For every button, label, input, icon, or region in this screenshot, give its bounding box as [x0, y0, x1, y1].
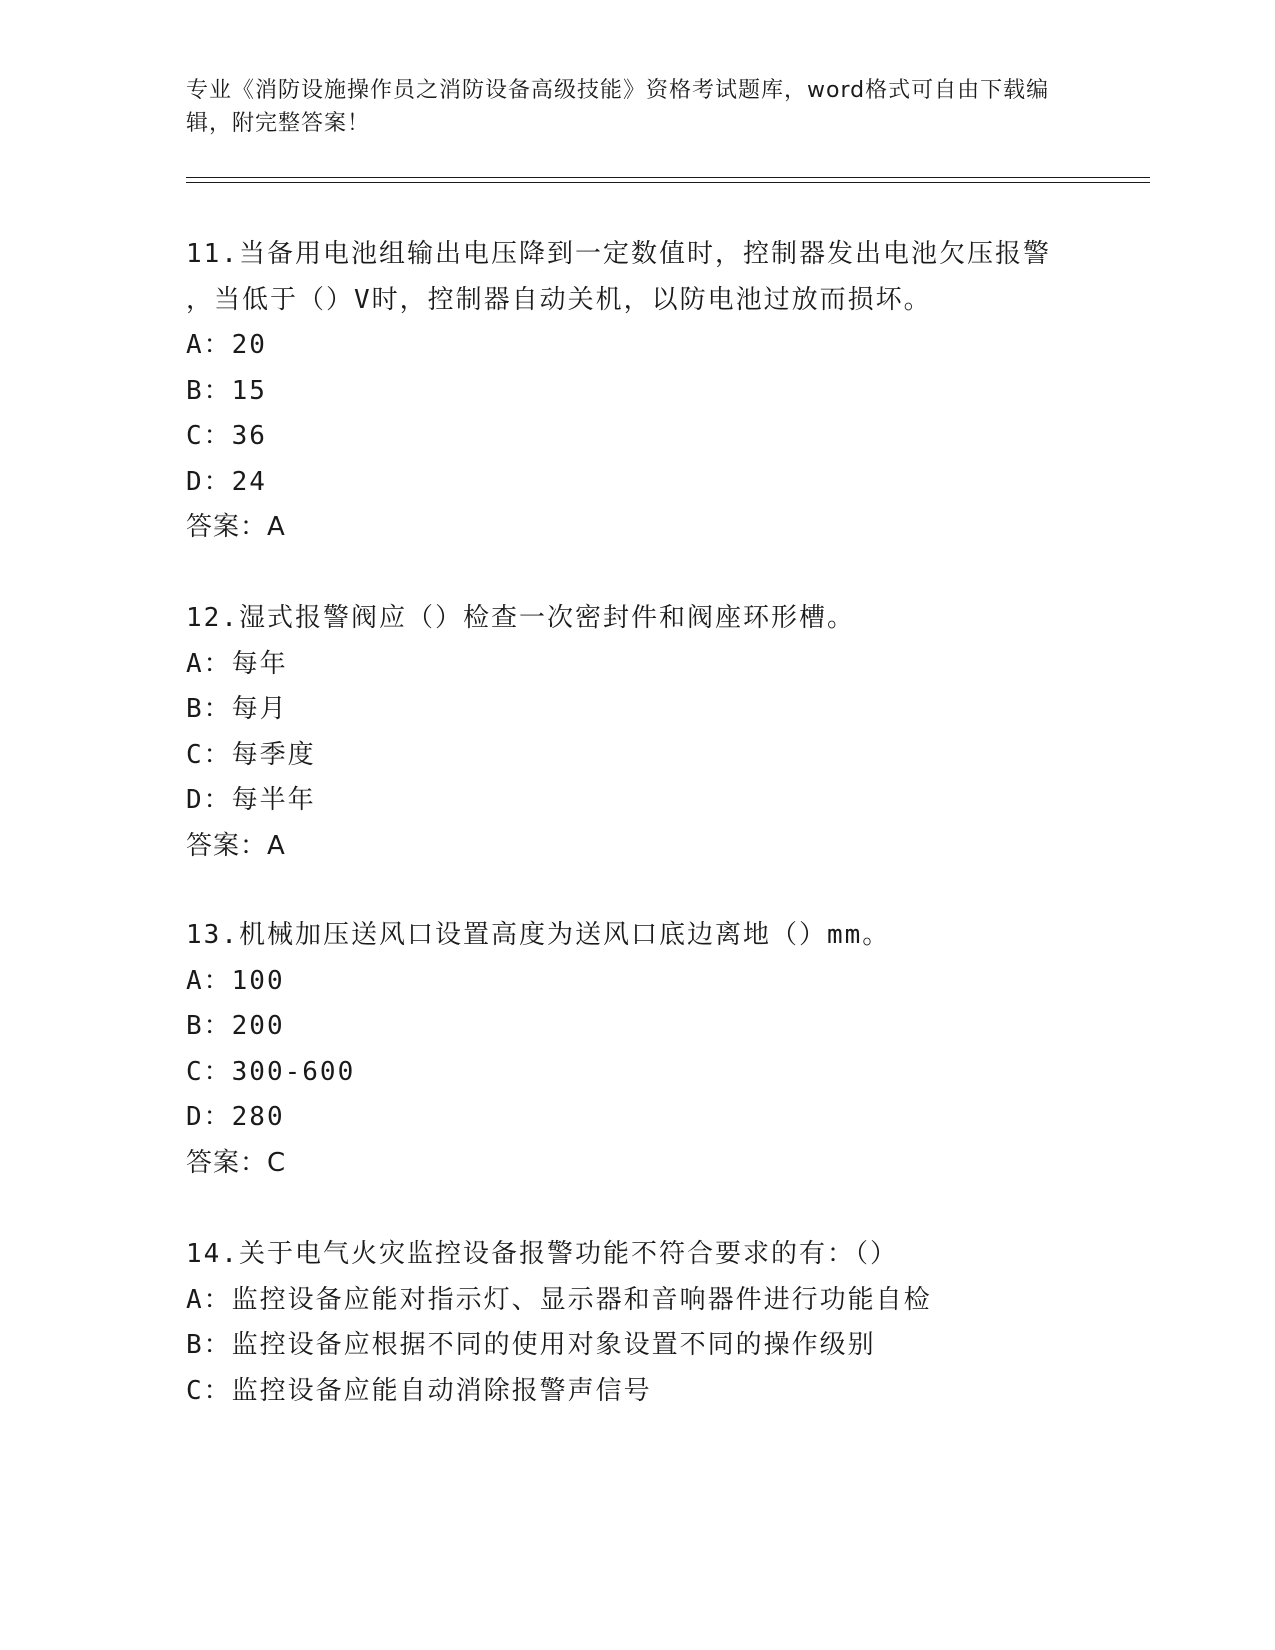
- question-stem: 11.当备用电池组输出电压降到一定数值时，控制器发出电池欠压报警: [186, 239, 1051, 269]
- header-divider-top: [186, 177, 1150, 178]
- option-c: C：每季度: [186, 739, 316, 770]
- option-d: D：每半年: [186, 785, 316, 815]
- option-c: C：36: [186, 421, 267, 451]
- question-stem-continued: ，当低于（）V时，控制器自动关机，以防电池过放而损坏。: [186, 284, 932, 315]
- option-a: A：每年: [186, 648, 288, 679]
- question-12: [186, 596, 1106, 869]
- question-stem: 12.湿式报警阀应（）检查一次密封件和阀座环形槽。: [186, 603, 855, 633]
- question-13: [186, 913, 1106, 1186]
- option-b: B：每月: [186, 694, 288, 724]
- option-a: A：20: [186, 330, 267, 360]
- option-b: B：15: [186, 375, 267, 406]
- question-14: [186, 1232, 1106, 1414]
- option-c: C：监控设备应能自动消除报警声信号: [186, 1375, 652, 1406]
- answer: 答案：C: [186, 1147, 287, 1178]
- answer: 答案：A: [186, 512, 286, 542]
- answer: 答案：A: [186, 830, 286, 861]
- question-stem: 13.机械加压送风口设置高度为送风口底边离地（）mm。: [186, 920, 891, 950]
- question-stem: 14.关于电气火灾监控设备报警功能不符合要求的有：（）: [186, 1239, 898, 1269]
- question-11: [186, 232, 1106, 551]
- document-header: 专业《消防设施操作员之消防设备高级技能》资格考试题库，word格式可自由下载编辑，附完整答案！: [186, 78, 1050, 136]
- option-d: D：280: [186, 1102, 285, 1132]
- option-a: A：监控设备应能对指示灯、显示器和音响器件进行功能自检: [186, 1284, 932, 1315]
- option-c: C：300-600: [186, 1056, 356, 1087]
- option-a: A：100: [186, 965, 285, 996]
- option-b: B：监控设备应根据不同的使用对象设置不同的操作级别: [186, 1330, 876, 1360]
- header-divider-bottom: [186, 182, 1150, 183]
- option-d: D：24: [186, 466, 267, 497]
- option-b: B：200: [186, 1011, 285, 1041]
